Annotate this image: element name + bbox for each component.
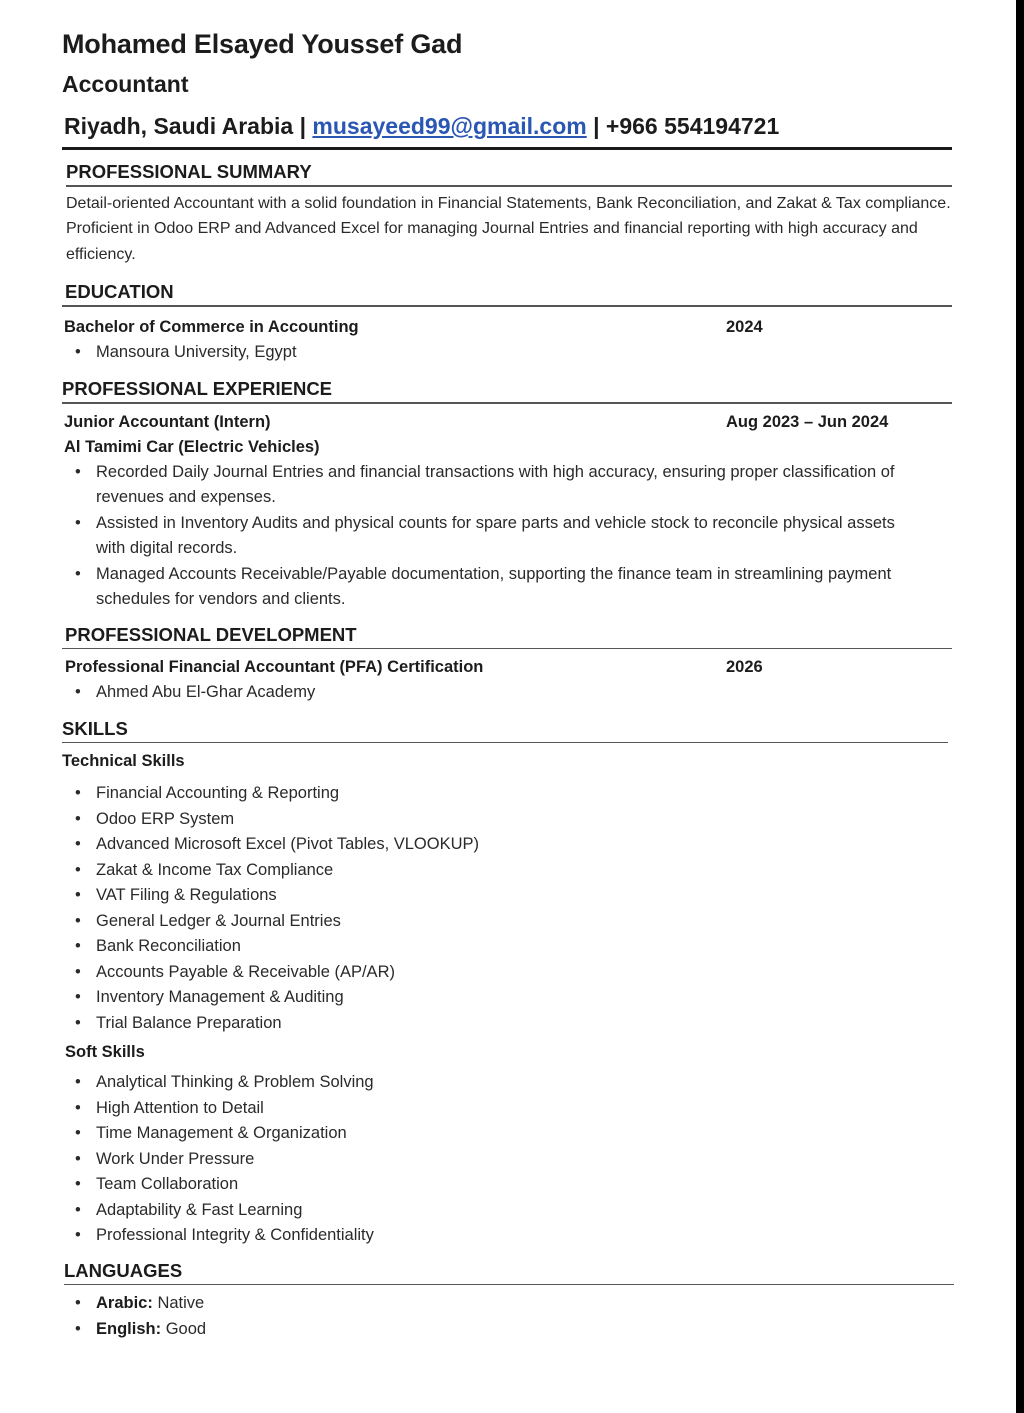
- list-item: • Inventory Management & Auditing: [62, 985, 954, 1011]
- list-item: • Recorded Daily Journal Entries and financial transactions with high accuracy, ensuring proper classification of revenues and expenses.: [62, 460, 896, 511]
- language-level: Native: [157, 1294, 205, 1312]
- list-item: • Assisted in Inventory Audits and physical counts for spare parts and vehicle stock to reconcile physical assets with digital records.: [62, 511, 896, 562]
- section-heading: EDUCATION: [65, 281, 174, 302]
- certification-year: 2026: [726, 658, 763, 676]
- section-development: [62, 623, 954, 706]
- bullet-icon: •: [75, 860, 81, 879]
- list-item: • Trial Balance Preparation: [62, 1011, 954, 1037]
- bullet-icon: •: [75, 886, 81, 904]
- language-level: Good: [165, 1319, 207, 1338]
- section-heading: SKILLS: [62, 717, 128, 739]
- graduation-year: 2024: [726, 317, 763, 336]
- bullet-icon: •: [75, 342, 81, 361]
- degree-title: Bachelor of Commerce in Accounting: [64, 317, 359, 336]
- job-role: Junior Accountant (Intern): [64, 412, 271, 431]
- separator: |: [293, 113, 313, 139]
- section-divider: [66, 185, 952, 187]
- experience-entry-header: [62, 410, 954, 435]
- language-name: English:: [96, 1319, 162, 1338]
- section-divider: [64, 1284, 954, 1286]
- list-item: • Managed Accounts Receivable/Payable documentation, supporting the finance team in streamlining payment schedules for vendors and clients.: [62, 562, 896, 613]
- list-item: • Ahmed Abu El-Ghar Academy: [62, 680, 954, 706]
- soft-skills-heading: Soft Skills: [65, 1043, 145, 1061]
- resume-header: [62, 24, 954, 150]
- header-divider: [62, 147, 952, 150]
- bullet-icon: •: [75, 1319, 81, 1338]
- bullet-icon: •: [75, 1175, 81, 1193]
- section-divider: [62, 742, 948, 744]
- bullet-icon: •: [75, 911, 81, 930]
- bullet-icon: •: [75, 809, 81, 828]
- section-heading: PROFESSIONAL EXPERIENCE: [62, 378, 333, 399]
- certification-entry-header: [62, 655, 954, 680]
- bullet-icon: •: [75, 835, 81, 853]
- section-divider: [62, 402, 952, 404]
- list-item: • Team Collaboration: [62, 1172, 954, 1198]
- list-item: • High Attention to Detail: [62, 1096, 954, 1122]
- education-details: [62, 340, 954, 366]
- company-name: Al Tamimi Car (Electric Vehicles): [64, 437, 320, 456]
- bullet-icon: •: [75, 1073, 81, 1091]
- bullet-icon: •: [75, 1098, 81, 1117]
- technical-skills-heading: Technical Skills: [62, 752, 185, 770]
- bullet-icon: •: [75, 937, 81, 955]
- bullet-icon: •: [75, 1124, 81, 1142]
- phone-number: +966 554194721: [605, 113, 780, 139]
- email-link[interactable]: musayeed99@gmail.com: [312, 113, 587, 139]
- list-item: • Accounts Payable & Receivable (AP/AR): [62, 960, 954, 986]
- resume-page: [62, 24, 954, 1342]
- list-item: • Financial Accounting & Reporting: [62, 781, 954, 807]
- bullet-icon: •: [75, 988, 81, 1006]
- soft-skills-list: [62, 1070, 954, 1249]
- job-dates: Aug 2023 – Jun 2024: [726, 412, 889, 431]
- list-item: • Mansoura University, Egypt: [62, 340, 954, 366]
- bullet-icon: •: [75, 564, 81, 583]
- section-experience: [62, 377, 954, 613]
- bullet-icon: •: [75, 1200, 81, 1219]
- list-item: • VAT Filing & Regulations: [62, 883, 954, 909]
- list-item: • Bank Reconciliation: [62, 934, 954, 960]
- list-item: • Adaptability & Fast Learning: [62, 1198, 954, 1224]
- language-name: Arabic:: [96, 1294, 153, 1312]
- bullet-icon: •: [75, 462, 81, 481]
- bullet-icon: •: [75, 784, 81, 802]
- list-item: • General Ledger & Journal Entries: [62, 909, 954, 935]
- candidate-title: Accountant: [62, 71, 189, 97]
- bullet-icon: •: [75, 1294, 81, 1312]
- technical-skills-list: [62, 781, 954, 1036]
- list-item: • Analytical Thinking & Problem Solving: [62, 1070, 954, 1096]
- list-item: • Work Under Pressure: [62, 1147, 954, 1173]
- bullet-icon: •: [75, 962, 81, 981]
- section-heading: LANGUAGES: [64, 1259, 183, 1281]
- separator: |: [586, 113, 606, 139]
- section-summary: [62, 160, 954, 267]
- section-languages: [62, 1259, 954, 1343]
- experience-bullets: [62, 460, 954, 613]
- bullet-icon: •: [75, 513, 81, 532]
- bullet-icon: •: [75, 1013, 81, 1032]
- location: Riyadh, Saudi Arabia: [64, 113, 294, 139]
- bullet-icon: •: [75, 683, 81, 701]
- section-skills: [62, 717, 954, 1249]
- section-education: [62, 280, 954, 365]
- list-item: • Zakat & Income Tax Compliance: [62, 858, 954, 884]
- certification-details: [62, 680, 954, 706]
- contact-line: [62, 106, 954, 146]
- bullet-icon: •: [75, 1226, 81, 1244]
- section-divider: [62, 305, 952, 307]
- list-item: • Advanced Microsoft Excel (Pivot Tables, VLOOKUP): [62, 832, 954, 858]
- section-divider: [62, 648, 952, 650]
- list-item: • Time Management & Organization: [62, 1121, 954, 1147]
- list-item: • Odoo ERP System: [62, 807, 954, 833]
- certification-title: Professional Financial Accountant (PFA) Certification: [65, 658, 484, 676]
- list-item: [62, 1317, 954, 1343]
- candidate-name: Mohamed Elsayed Youssef Gad: [62, 29, 463, 59]
- education-entry-header: [62, 315, 954, 340]
- list-item: • Professional Integrity & Confidentiality: [62, 1223, 954, 1249]
- bullet-icon: •: [75, 1149, 81, 1168]
- section-heading: PROFESSIONAL DEVELOPMENT: [65, 623, 357, 645]
- languages-list: [62, 1291, 954, 1342]
- list-item: [62, 1291, 954, 1317]
- screen-edge-bar: [1016, 0, 1024, 1413]
- section-heading: PROFESSIONAL SUMMARY: [66, 161, 312, 182]
- summary-text: Detail-oriented Accountant with a solid foundation in Financial Statements, Bank Reconciliation, and Zakat & Tax compliance. Proficient in Odoo ERP and Advanced Excel for managing Journal Entries and financial reporting with high accuracy and efficiency.: [66, 194, 951, 263]
